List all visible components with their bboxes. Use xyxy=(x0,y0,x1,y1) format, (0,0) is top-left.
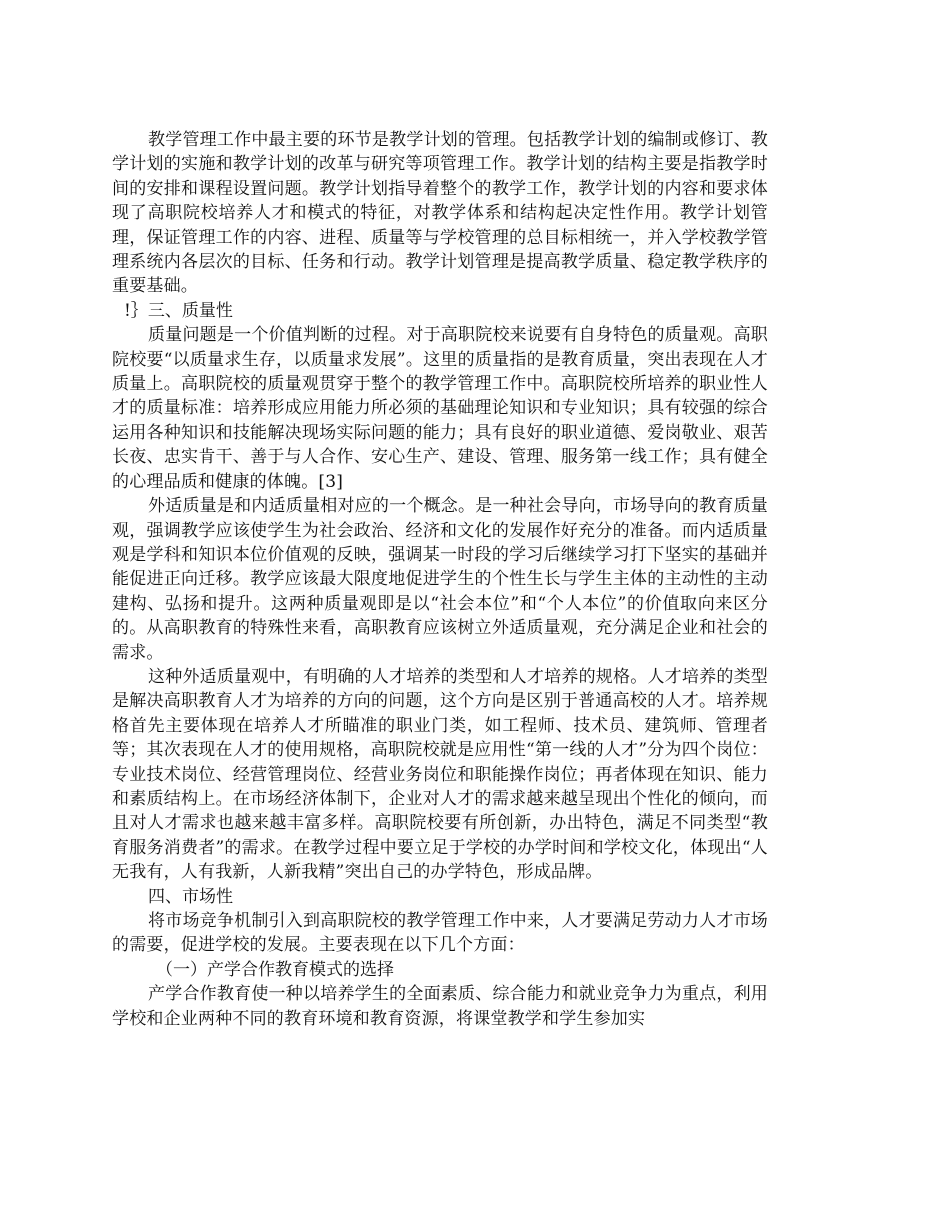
paragraph-talent-cultivation: 这种外适质量观中，有明确的人才培养的类型和人才培养的规格。人才培养的类型是解决高职教育人才为培养的方向的问题，这个方向是区别于普通高校的人才。培养规格首先主要体现在培养人才所瞄准的职业门类，如工程师、技术员、建筑师、管理者等；其次表现在人才的使用规格，高职院校就是应用性“第一线的人才”分为四个岗位：专业技术岗位、经营管理岗位、经营业务岗位和职能操作岗位；再者体现在知识、能力和素质结构上。在市场经济体制下，企业对人才的需求越来越呈现出个性化的倾向，而且对人才需求也越来越丰富多样。高职院校要有所创新，办出特色，满足不同类型“教育服务消费者”的需求。在教学过程中要立足于学校的办学时间和学校文化，体现出“人无我有，人有我新，人新我精”突出自己的办学特色，形成品牌。 xyxy=(112,666,768,883)
section-heading-quality: !｝三、质量性 xyxy=(124,300,233,321)
paragraph-market-mechanism: 将市场竞争机制引入到高职院校的教学管理工作中来，人才要满足劳动力人才市场的需要，促进学校的发展。主要表现在以下几个方面： xyxy=(112,911,768,956)
paragraph-external-quality: 外适质量是和内适质量相对应的一个概念。是一种社会导向，市场导向的教育质量观，强调教学应该使学生为社会政治、经济和文化的发展作好充分的准备。而内适质量观是学科和知识本位价值观的反映，强调某一时段的学习后继续学习打下坚实的基础并能促进正向迁移。教学应该最大限度地促进学生的个性生长与学生主体的主动性的主动建构、弘扬和提升。这两种质量观即是以“社会本位”和“个人本位”的价值取向来区分的。从高职教育的特殊性来看，高职教育应该树立外适质量观，充分满足企业和社会的需求。 xyxy=(112,496,768,663)
paragraph-quality-view: 质量问题是一个价值判断的过程。对于高职院校来说要有自身特色的质量观。高职院校要“以质量求生存，以质量求发展”。这里的质量指的是教育质量，突出表现在人才质量上。高职院校的质量观贯穿于整个的教学管理工作中。高职院校所培养的职业性人才的质量标准：培养形成应用能力所必须的基础理论知识和专业知识；具有较强的综合运用各种知识和技能解决现场实际问题的能力；具有良好的职业道德、爱岗敬业、艰苦长夜、忠实肯干、善于与人合作、安心生产、建设、管理、服务第一线工作；具有健全的心理品质和健康的体魄。[3] xyxy=(112,325,768,492)
paragraph-cooperative-education: 产学合作教育使一种以培养学生的全面素质、综合能力和就业竞争力为重点，利用学校和企业两种不同的教育环境和教育资源，将课堂教学和学生参加实 xyxy=(112,984,768,1029)
subsection-heading-cooperation: （一）产学合作教育模式的选择 xyxy=(156,959,394,980)
section-heading-market: 四、市场性 xyxy=(148,886,233,907)
paragraph-teaching-plan: 教学管理工作中最主要的环节是教学计划的管理。包括教学计划的编制或修订、教学计划的实施和教学计划的改革与研究等项管理工作。教学计划的结构主要是指教学时间的安排和课程设置问题。教学计划指导着整个的教学工作，教学计划的内容和要求体现了高职院校培养人才和模式的特征，对教学体系和结构起决定性作用。教学计划管理，保证管理工作的内容、进程、质量等与学校管理的总目标相统一，并入学校教学管理系统内各层次的目标、任务和行动。教学计划管理是提高教学质量、稳定教学秩序的重要基础。 xyxy=(112,130,768,297)
document-page xyxy=(112,128,768,1031)
